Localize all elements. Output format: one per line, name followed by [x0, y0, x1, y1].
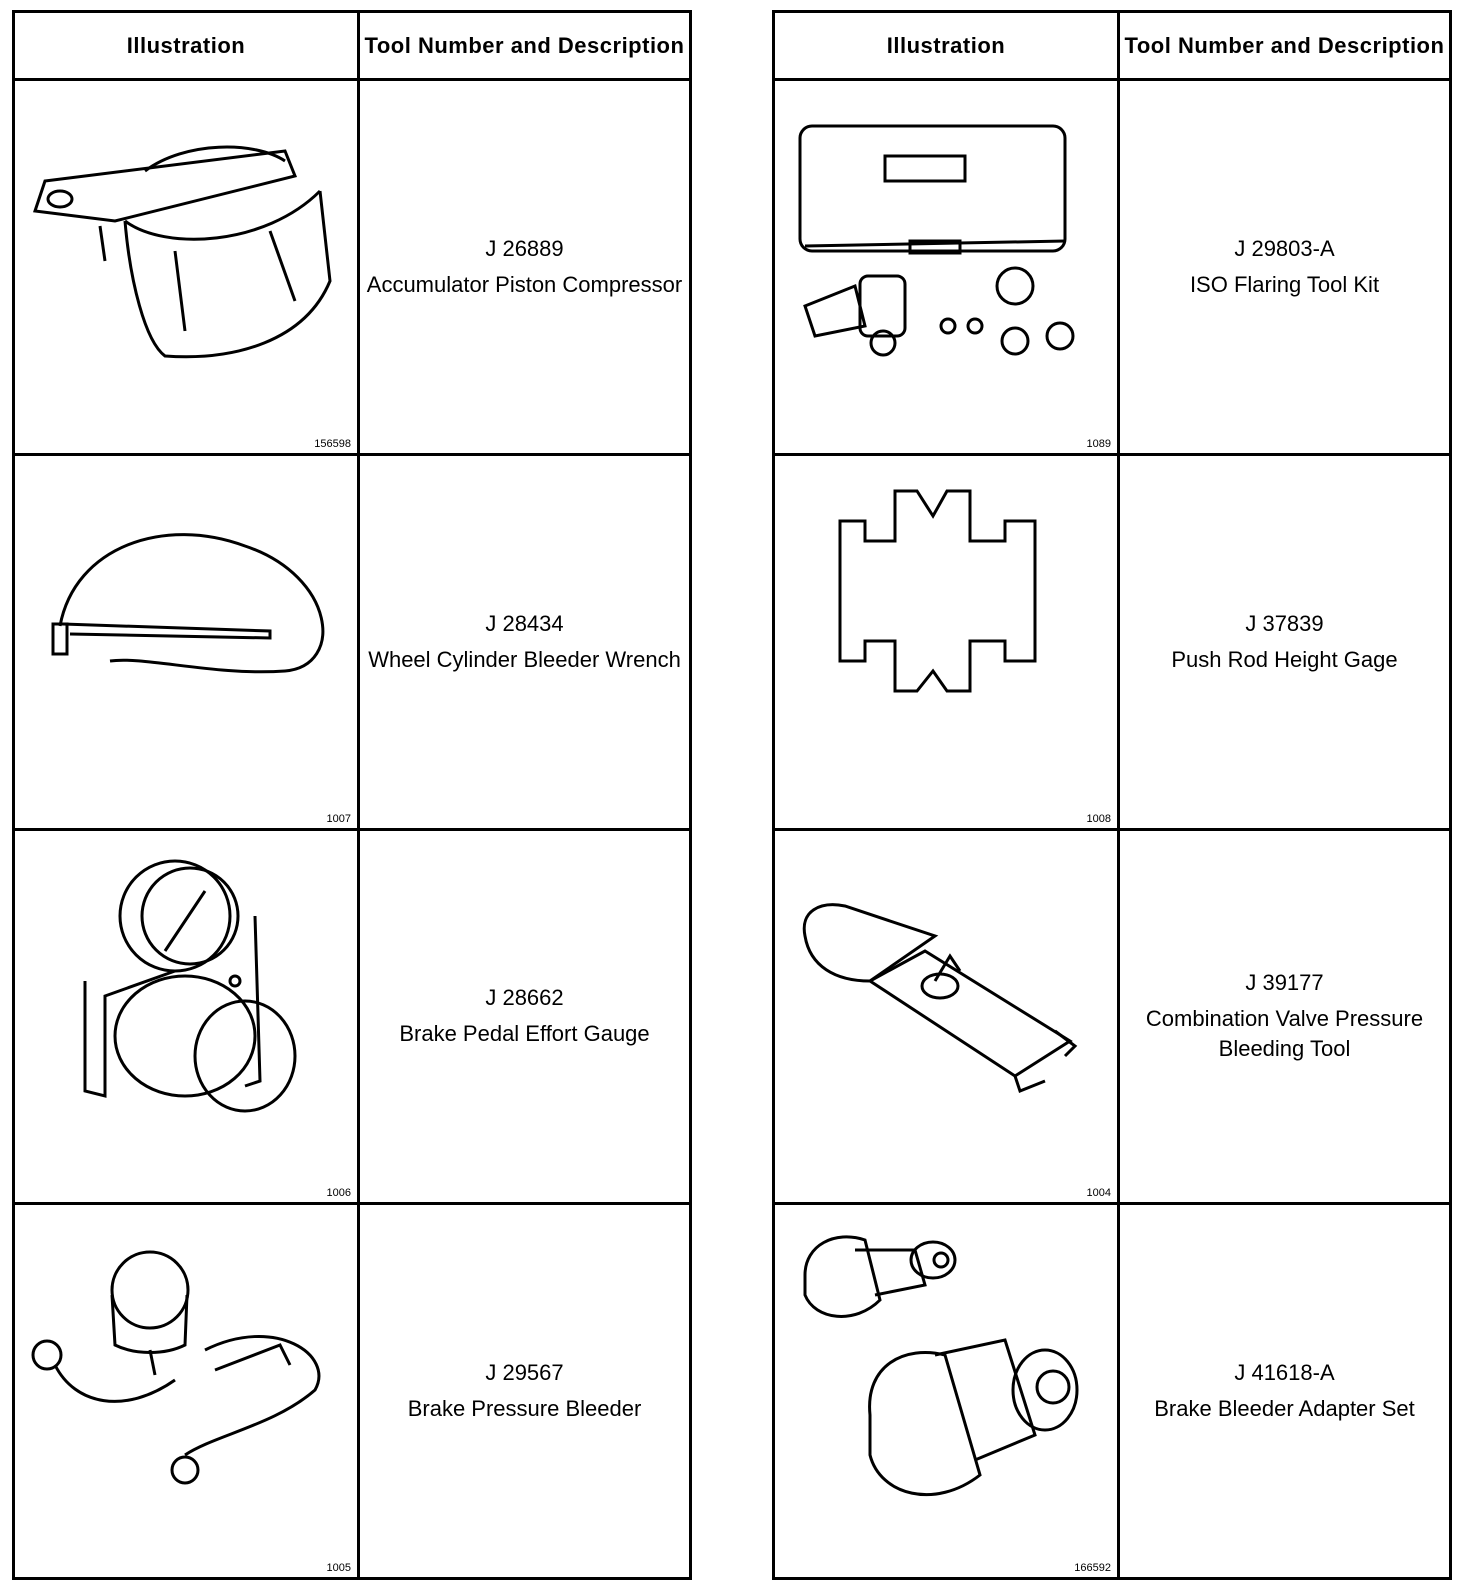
tool-description: ISO Flaring Tool Kit	[1189, 271, 1380, 297]
tool-number: J 28434	[485, 610, 564, 636]
figure-number: 156598	[314, 437, 351, 450]
combination-valve-tool-icon	[775, 831, 1120, 1191]
tool-number: J 28662	[485, 985, 564, 1011]
table-row	[15, 81, 689, 456]
flaring-tool-kit-icon	[775, 81, 1120, 441]
tool-number: J 37839	[1245, 610, 1324, 636]
figure-number: 1008	[1086, 812, 1111, 825]
figure-number: 1089	[1086, 437, 1111, 450]
tool-number: J 39177	[1245, 970, 1324, 996]
tool-number: J 26889	[485, 235, 564, 261]
tool-description: Push Rod Height Gage	[1171, 646, 1398, 672]
tool-description: Brake Pressure Bleeder	[407, 1396, 642, 1422]
tool-description: Accumulator Piston Compressor	[366, 271, 683, 297]
figure-number: 1004	[1086, 1187, 1111, 1200]
figure-number: 1005	[326, 1562, 351, 1574]
table-row	[15, 456, 689, 831]
tool-table-left	[12, 10, 692, 1580]
tool-header: Tool Number and Description	[364, 32, 685, 58]
table-row	[775, 81, 1449, 456]
table-row	[775, 1205, 1449, 1577]
figure-number: 1006	[326, 1187, 351, 1200]
table-row	[15, 1205, 689, 1577]
table-row	[15, 831, 689, 1206]
figure-number: 166592	[1074, 1562, 1111, 1574]
tool-description: Combination Valve Pressure Bleeding Tool	[1145, 1006, 1424, 1062]
table-row	[775, 831, 1449, 1206]
tool-header: Tool Number and Description	[1124, 32, 1445, 58]
push-rod-gage-icon	[775, 456, 1120, 816]
tool-number: J 29803-A	[1234, 235, 1335, 261]
figure-number: 1007	[326, 812, 351, 825]
pressure-bleeder-icon	[15, 1205, 360, 1565]
tool-table-right	[772, 10, 1452, 1580]
illustration-header: Illustration	[15, 13, 360, 78]
illustration-header: Illustration	[775, 13, 1120, 78]
tool-description: Wheel Cylinder Bleeder Wrench	[368, 646, 681, 672]
tool-number: J 29567	[485, 1360, 564, 1386]
pedal-effort-gauge-icon	[15, 831, 360, 1191]
table-row	[775, 456, 1449, 831]
tool-number: J 41618-A	[1234, 1360, 1335, 1386]
bleeder-adapter-icon	[775, 1205, 1120, 1565]
bleeder-wrench-icon	[15, 456, 360, 816]
accumulator-piston-compressor-icon	[15, 81, 360, 441]
table-header	[775, 13, 1449, 81]
tool-description: Brake Pedal Effort Gauge	[399, 1021, 650, 1047]
tool-description: Brake Bleeder Adapter Set	[1154, 1396, 1415, 1422]
table-header	[15, 13, 689, 81]
